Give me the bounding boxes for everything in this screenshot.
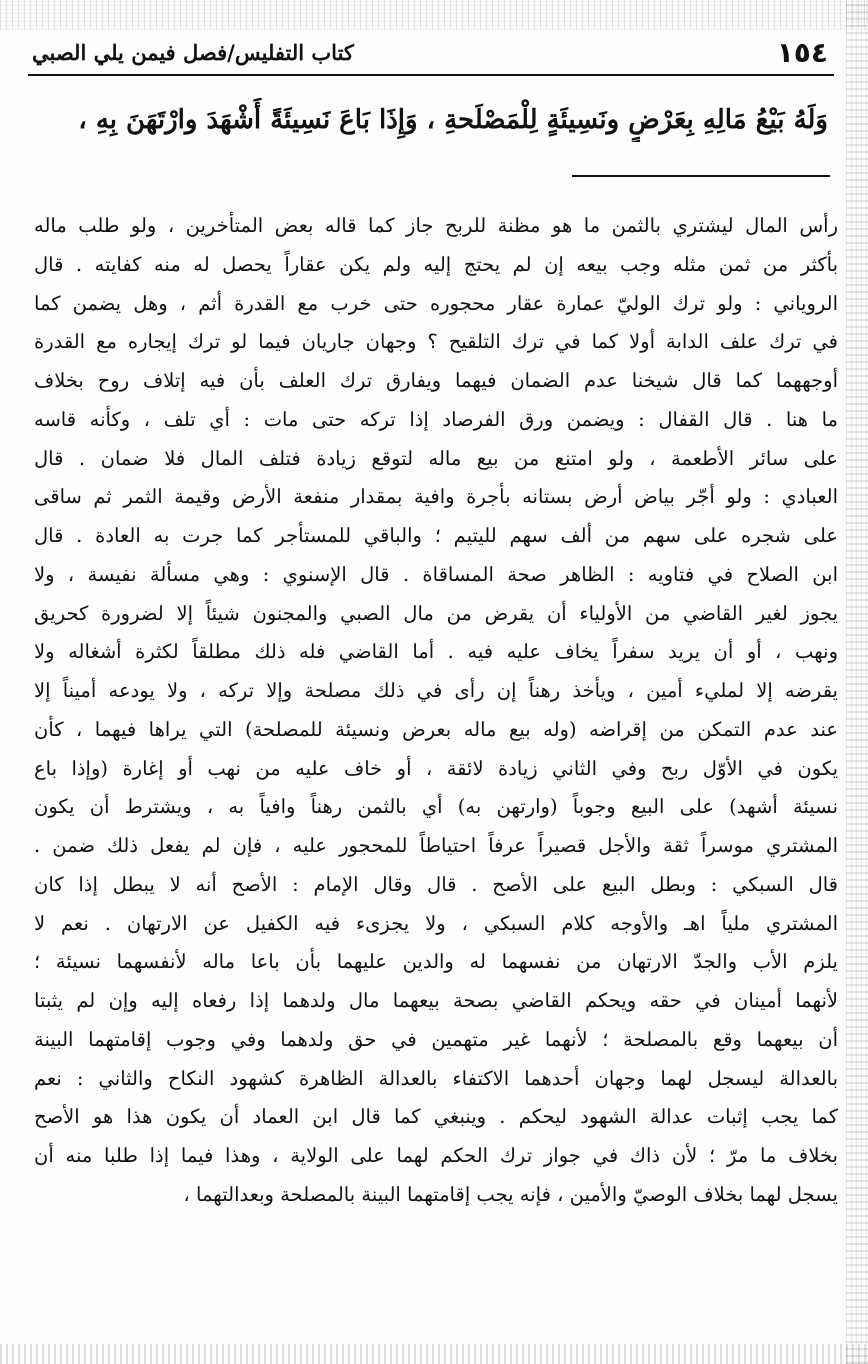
- body-line: في ترك علف الدابة أولا كما في ترك التلقيح ؟ وجهان جاريان فيما لو ترك إيجاره مع القدرة: [34, 330, 838, 354]
- body-line: العبادي : ولو أجّر بياض أرض بستانه بأجرة وافية بمقدار منفعة الأرض وقيمة الثمر ثم ساقى: [34, 485, 838, 509]
- body-line: عند عدم التمكن من إقراضه (وله بيع ماله بعرض ونسيئة للمصلحة) التي يراها فيهما ، كأن: [34, 717, 838, 741]
- page-number: ١٥٤: [776, 36, 828, 69]
- scan-edge-top: [0, 0, 868, 30]
- body-line: ابن الصلاح في فتاويه : الظاهر صحة المساقاة . قال الإسنوي : وهي مسألة نفيسة ، ولا: [34, 562, 838, 586]
- body-line: ونهب ، أو أن يريد سفراً يخاف عليه فيه . أما القاضي فله ذلك مطلقاً لكثرة أشغاله ولا: [34, 640, 838, 664]
- body-line: بالعدالة ليسجل لهما وجهان أحدهما الاكتفاء بالعدالة الظاهرة كشهود النكاح والثاني : نعم: [34, 1066, 838, 1090]
- body-line: رأس المال ليشتري بالثمن ما هو مظنة للربح جاز كما قاله بعض المتأخرين ، ولو طلب ماله: [34, 214, 838, 237]
- body-line: يقرضه إلا لمليء أمين ، ويأخذ رهناً إن رأى في ذلك مصلحة وإلا تركه ، ولا يودعه أميناً إلا: [34, 679, 838, 702]
- scan-edge-bottom: [0, 1344, 868, 1364]
- body-line: نسيئة أشهد) على البيع وجوباً (وارتهن به) أي بالثمن رهناً وافياً به ، ويشترط أن يكون: [34, 795, 838, 819]
- matn-text: وَلَهُ بَيْعُ مَالِهِ بِعَرْضٍ ونَسِيئَةٍ لِلْمَصْلَحةِ ، وَإِذَا بَاعَ نَسِيئَةً أَشْهَدَ وارْتَهَنَ بِهِ ،: [78, 105, 828, 135]
- body-line: أوجههما كما قال شيخنا عدم الضمان فيهما ويفارق ترك العلف بأن فيه إتلاف روح بخلاف: [34, 369, 838, 392]
- body-line: قال السبكي : وبطل البيع على الأصح . قال وقال الإمام : الأصح أنه لا يبطل إذا كان: [34, 872, 838, 896]
- body-line: ما هنا . قال القفال : ويضمن ورق الفرصاد إذا تركه حتى مات : أي تلف ، وكأنه قاسه: [34, 407, 838, 431]
- body-line: بخلاف ما مرّ ؛ لأن ذاك في جواز ترك الحكم لهما على الولاية ، وهذا فيما إذا طلبا منه أن: [34, 1144, 838, 1167]
- running-title: كتاب التفليس/فصل فيمن يلي الصبي: [32, 40, 354, 65]
- body-line: بأكثر من ثمن مثله وجب بيعه إن لم يحتج إليه ولم يكن عقاراً يحصل له منه كفايته . قال: [34, 252, 838, 276]
- body-line: يكون في الأوّل ربح وفي الثاني زيادة لائقة ، أو خاف عليه من نهب أو إغارة (وإذا باع: [34, 756, 838, 780]
- body-line: كما يجب إثبات عدالة الشهود ليحكم . وينبغي كما قال ابن العماد أن يكون هذا هو الأصح: [34, 1105, 838, 1129]
- commentary-body: [34, 207, 838, 1337]
- body-line: الروياني : ولو ترك الوليّ عمارة عقار محجوره حتى خرب مع القدرة أثم ، وهل يضمن كما: [34, 291, 838, 315]
- body-line: أن بيعهما وقع بالمصلحة ؛ لأنهما غير متهمين في حق ولدهما وفي وجوب إقامتهما البينة: [34, 1027, 838, 1051]
- body-line: على سائر الأطعمة ، ولو امتنع من بيع ماله لتوقع زيادة فتلف المال فلا ضمان . قال: [34, 446, 838, 470]
- section-divider: [572, 175, 830, 177]
- scan-edge-right: [846, 0, 868, 1364]
- body-line: يجوز لغير القاضي من الأولياء أن يقرض من مال الصبي والمجنون شيئاً إلا لضرورة كحريق: [34, 601, 838, 625]
- body-line: على شجره على سهم من ألف سهم لليتيم ؛ والباقي للمستأجر كما جرت به العادة . قال: [34, 524, 838, 547]
- body-line: المشتري ملياً اهـ والأوجه كلام السبكي ، ولا يجزىء فيه الكفيل عن الارتهان . نعم لا: [34, 911, 838, 935]
- body-line: يلزم الأب والجدّ الارتهان من نفسهما له والدين عليهما بأن باعا ماله لأنفسهما نسيئة ؛: [34, 950, 838, 974]
- page-header: [28, 34, 834, 76]
- body-line: المشتري موسراً ثقة والأجل قصيراً عرفاً احتياطاً للمحجور عليه ، فإن لم يفعل ذلك ضمن .: [34, 834, 838, 857]
- body-line: لأنهما أمينان في حقه ويحكم القاضي بصحة بيعهما مال ولدهما إذا رفعاه إليه وإن لم يثبتا: [34, 989, 838, 1012]
- body-line: يسجل لهما بخلاف الوصيّ والأمين ، فإنه يجب إقامتهما البينة بالمصلحة وبعدالتهما ،: [183, 1182, 838, 1206]
